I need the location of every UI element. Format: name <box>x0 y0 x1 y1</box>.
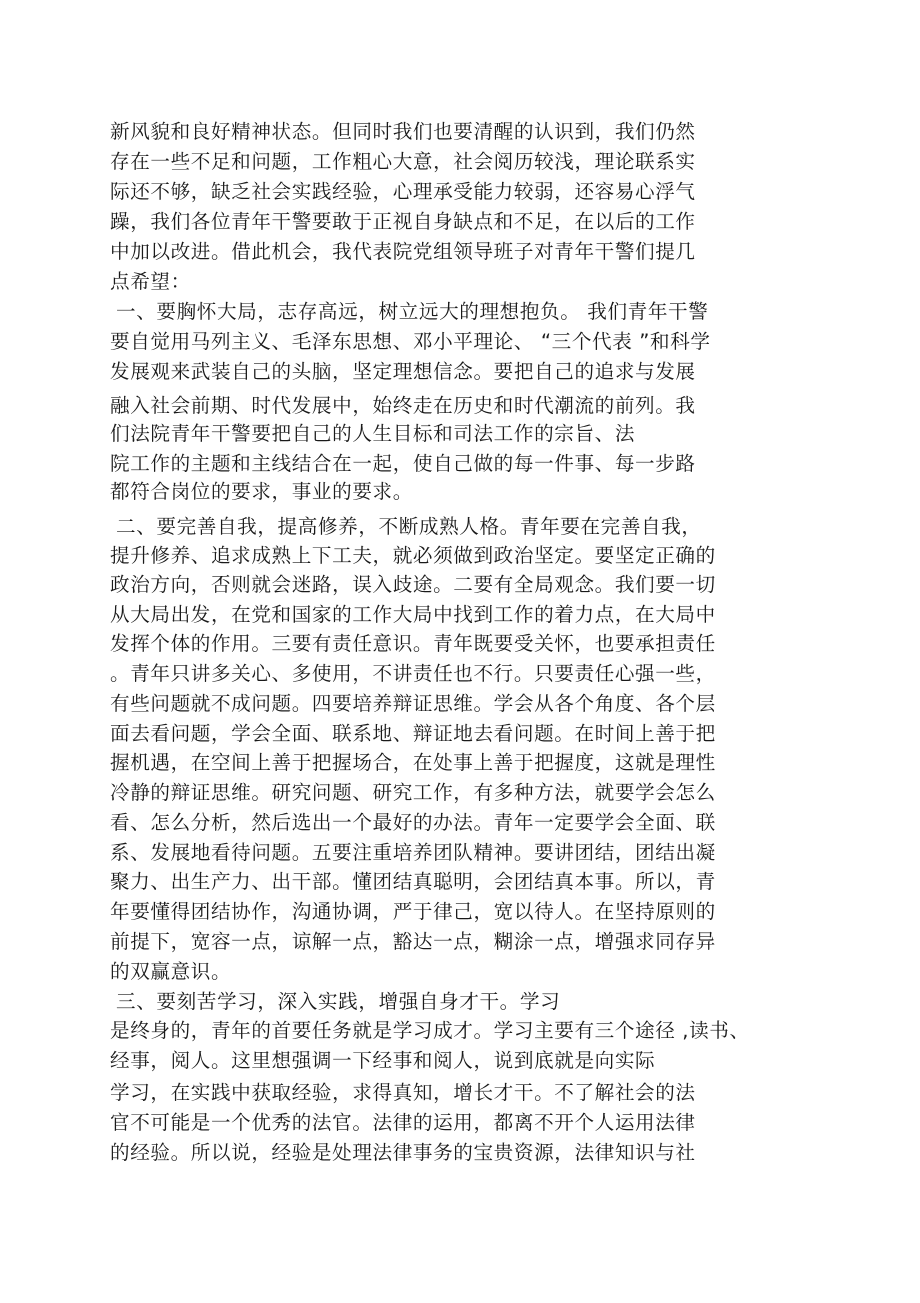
text-line: 看、怎么分析，然后选出一个最好的办法。青年一定要学会全面、联 <box>110 811 716 834</box>
text-line: 政治方向，否则就会迷路，误入歧途。二要有全局观念。我们要一切 <box>110 573 716 596</box>
text-line: 融入社会前期、时代发展中，始终走在历史和时代潮流的前列。我 <box>110 394 696 417</box>
text-line: 有些问题就不成问题。四要培养辩证思维。学会从各个角度、各个层 <box>110 692 716 715</box>
text-line: 都符合岗位的要求，事业的要求。 <box>110 480 413 503</box>
text-line: 面去看问题，学会全面、联系地、辩证地去看问题。在时间上善于把 <box>110 722 716 745</box>
text-line: 官不可能是一个优秀的法官。法律的运用，都离不开个人运用法律 <box>110 1111 696 1134</box>
text-line: 躁，我们各位青年干警要敢于正视自身缺点和不足，在以后的工作 <box>110 210 696 233</box>
text-line: 要自觉用马列主义、毛泽东思想、邓小平理论、 “三个代表 ”和科学 <box>110 330 711 353</box>
section-heading-1: 一、要胸怀大局，志存高远，树立远大的理想抱负。 我们青年干警 <box>116 300 709 323</box>
section-heading-2: 二、要完善自我，提高修养，不断成熟人格。青年要在完善自我， <box>116 515 702 538</box>
text-line: 学习，在实践中获取经验，求得真知，增长才干。不了解社会的法 <box>110 1081 696 1104</box>
text-line: 的双赢意识。 <box>110 960 232 983</box>
text-line: 前提下，宽容一点，谅解一点，豁达一点，糊涂一点，增强求同存异 <box>110 930 716 953</box>
text-line: 新风貌和良好精神状态。但同时我们也要清醒的认识到，我们仍然 <box>110 120 696 143</box>
text-line: 们法院青年干警要把自己的人生目标和司法工作的宗旨、法 <box>110 422 636 445</box>
text-line: 提升修养、追求成熟上下工夫，就必须做到政治坚定。要坚定正确的 <box>110 544 716 567</box>
section-heading-3: 三、要刻苦学习，深入实践，增强自身才干。学习 <box>116 990 561 1013</box>
text-line: 冷静的辩证思维。研究问题、研究工作，有多种方法，就要学会怎么 <box>110 781 716 804</box>
text-line: 院工作的主题和主线结合在一起，使自己做的每一件事、每一步路 <box>110 452 696 475</box>
text-line: 存在一些不足和问题，工作粗心大意，社会阅历较浅，理论联系实 <box>110 150 696 173</box>
text-line: 握机遇，在空间上善于把握场合，在处事上善于把握度，这就是理性 <box>110 751 716 774</box>
text-line: 发挥个体的作用。三要有责任意识。青年既要受关怀，也要承担责任 <box>110 632 716 655</box>
text-line: 发展观来武装自己的头脑，坚定理想信念。要把自己的追求与发展 <box>110 360 696 383</box>
text-line: 点希望： <box>110 270 191 293</box>
text-line: 。青年只讲多关心、多使用，不讲责任也不行。只要责任心强一些， <box>110 662 716 685</box>
text-line: 中加以改进。借此机会，我代表院党组领导班子对青年干警们提几 <box>110 240 696 263</box>
text-line: 系、发展地看待问题。五要注重培养团队精神。要讲团结，团结出凝 <box>110 841 716 864</box>
text-line: 经事，阅人。这里想强调一下经事和阅人，说到底就是向实际 <box>110 1049 656 1072</box>
text-line: 是终身的，青年的首要任务就是学习成才。学习主要有三个途径 ,读书、 <box>110 1019 750 1042</box>
text-line: 从大局出发，在党和国家的工作大局中找到工作的着力点，在大局中 <box>110 603 716 626</box>
text-line: 年要懂得团结协作，沟通协调，严于律己，宽以待人。在坚持原则的 <box>110 900 716 923</box>
text-line: 的经验。所以说，经验是处理法律事务的宝贵资源，法律知识与社 <box>110 1141 696 1164</box>
text-line: 聚力、出生产力、出干部。懂团结真聪明，会团结真本事。所以，青 <box>110 870 716 893</box>
text-line: 际还不够，缺乏社会实践经验，心理承受能力较弱，还容易心浮气 <box>110 180 696 203</box>
